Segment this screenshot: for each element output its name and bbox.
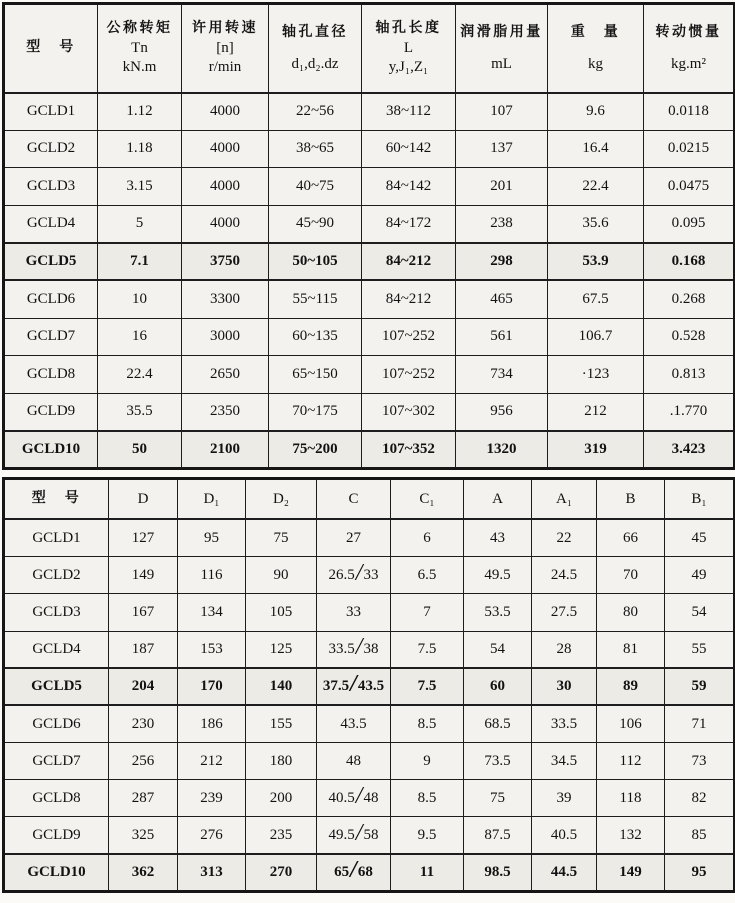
value-cell: 84~212 — [362, 280, 456, 318]
value-cell: 65~150 — [269, 356, 362, 394]
value-cell: 0.813 — [644, 356, 735, 394]
column-header — [391, 478, 464, 519]
value-cell: 3000 — [182, 318, 269, 356]
header-line: mL — [491, 55, 512, 72]
value-cell: 140 — [246, 668, 317, 705]
value-cell: 212 — [548, 393, 644, 431]
header-line: Tn — [131, 40, 148, 57]
value-cell: 39 — [532, 780, 597, 817]
header-line: 轴孔长度 — [375, 21, 442, 37]
value-cell: 137 — [456, 130, 548, 168]
header-line: 公称转矩 — [106, 21, 173, 37]
value-cell: 84~212 — [362, 243, 456, 281]
column-header — [178, 478, 246, 519]
value-cell: 75 — [464, 780, 532, 817]
header-row — [4, 478, 735, 519]
value-cell: 149 — [109, 557, 178, 594]
value-cell: 49.5/58 — [317, 817, 391, 854]
value-cell: 7.5 — [391, 668, 464, 705]
value-cell: 38~112 — [362, 93, 456, 131]
value-cell: 35.6 — [548, 205, 644, 243]
table-row — [4, 93, 735, 131]
value-cell: 155 — [246, 705, 317, 742]
model-cell: GCLD4 — [4, 205, 98, 243]
header-line: A₁ — [555, 490, 573, 507]
value-cell: 90 — [246, 557, 317, 594]
value-cell: 313 — [178, 854, 246, 891]
column-header — [532, 478, 597, 519]
model-cell: GCLD6 — [4, 280, 98, 318]
column-header — [548, 4, 644, 93]
header-line: A — [492, 490, 503, 507]
model-cell: GCLD7 — [4, 318, 98, 356]
fraction-slash: / — [355, 559, 363, 586]
value-cell: 16.4 — [548, 130, 644, 168]
model-cell: GCLD6 — [4, 705, 109, 742]
value-cell: 60~135 — [269, 318, 362, 356]
header-row — [4, 4, 735, 93]
value-cell: 7 — [391, 594, 464, 631]
value-cell: 256 — [109, 743, 178, 780]
value-cell: 89 — [597, 668, 665, 705]
header-line: kg — [588, 55, 603, 72]
value-cell: 22.4 — [98, 356, 182, 394]
fraction-slash: / — [355, 633, 363, 660]
value-cell: 40.5 — [532, 817, 597, 854]
value-cell: 2650 — [182, 356, 269, 394]
value-cell: 55 — [665, 631, 735, 668]
value-cell: 230 — [109, 705, 178, 742]
header-line: r/min — [208, 59, 242, 76]
value-cell: 43.5 — [317, 705, 391, 742]
performance-table — [2, 2, 735, 470]
value-cell: 22 — [532, 519, 597, 556]
table-row — [4, 356, 735, 394]
column-header — [4, 478, 109, 519]
header-line: kg.m² — [671, 55, 706, 72]
value-cell: 65/68 — [317, 854, 391, 891]
column-header — [246, 478, 317, 519]
column-header — [665, 478, 735, 519]
header-line: d₁,d₂.dz — [291, 55, 339, 72]
dimensions-table — [2, 477, 735, 893]
value-cell: 30 — [532, 668, 597, 705]
value-cell: 6 — [391, 519, 464, 556]
value-cell: 84~172 — [362, 205, 456, 243]
header-line: 转动惯量 — [655, 24, 722, 40]
value-cell: 186 — [178, 705, 246, 742]
value-cell: 84~142 — [362, 168, 456, 206]
column-header — [464, 478, 532, 519]
header-line: 型 号 — [31, 491, 82, 507]
value-cell: 5 — [98, 205, 182, 243]
value-cell: 561 — [456, 318, 548, 356]
column-header — [98, 4, 182, 93]
header-line: C₁ — [419, 490, 435, 507]
header-line: 许用转速 — [192, 21, 258, 37]
column-header — [317, 478, 391, 519]
fraction-slash: / — [355, 819, 363, 846]
column-header — [269, 4, 362, 93]
value-cell: 3300 — [182, 280, 269, 318]
table-row — [4, 243, 735, 281]
value-cell: 67.5 — [548, 280, 644, 318]
value-cell: 200 — [246, 780, 317, 817]
value-cell: 10 — [98, 280, 182, 318]
table-row — [4, 705, 735, 742]
value-cell: 40.5/48 — [317, 780, 391, 817]
value-cell: 95 — [665, 854, 735, 891]
value-cell: 1.12 — [98, 93, 182, 131]
value-cell: 71 — [665, 705, 735, 742]
model-cell: GCLD1 — [4, 519, 109, 556]
value-cell: 3750 — [182, 243, 269, 281]
value-cell: 107~302 — [362, 393, 456, 431]
value-cell: 7.5 — [391, 631, 464, 668]
value-cell: 11 — [391, 854, 464, 891]
table-row — [4, 280, 735, 318]
column-header — [456, 4, 548, 93]
value-cell: 37.5/43.5 — [317, 668, 391, 705]
value-cell: 4000 — [182, 205, 269, 243]
header-line: y,J₁,Z₁ — [388, 59, 429, 76]
value-cell: 4000 — [182, 130, 269, 168]
value-cell: 54 — [464, 631, 532, 668]
value-cell: 2350 — [182, 393, 269, 431]
model-cell: GCLD9 — [4, 393, 98, 431]
value-cell: 68.5 — [464, 705, 532, 742]
fraction-slash: / — [355, 782, 363, 809]
value-cell: 0.0118 — [644, 93, 735, 131]
table-row — [4, 668, 735, 705]
model-cell: GCLD4 — [4, 631, 109, 668]
value-cell: 27.5 — [532, 594, 597, 631]
value-cell: 3.423 — [644, 431, 735, 469]
value-cell: 59 — [665, 668, 735, 705]
value-cell: 0.268 — [644, 280, 735, 318]
model-cell: GCLD10 — [4, 854, 109, 891]
value-cell: 70~175 — [269, 393, 362, 431]
value-cell: 24.5 — [532, 557, 597, 594]
header-line: kN.m — [122, 59, 157, 76]
model-cell: GCLD10 — [4, 431, 98, 469]
value-cell: 45~90 — [269, 205, 362, 243]
value-cell: 298 — [456, 243, 548, 281]
value-cell: 95 — [178, 519, 246, 556]
value-cell: 239 — [178, 780, 246, 817]
value-cell: 107~252 — [362, 318, 456, 356]
value-cell: 127 — [109, 519, 178, 556]
model-cell: GCLD2 — [4, 130, 98, 168]
value-cell: 235 — [246, 817, 317, 854]
value-cell: 34.5 — [532, 743, 597, 780]
value-cell: 956 — [456, 393, 548, 431]
value-cell: 204 — [109, 668, 178, 705]
fraction-slash: / — [350, 671, 357, 698]
table-row — [4, 168, 735, 206]
header-line: [n] — [216, 40, 234, 57]
table-row — [4, 780, 735, 817]
value-cell: 40~75 — [269, 168, 362, 206]
value-cell: 105 — [246, 594, 317, 631]
table-row — [4, 854, 735, 891]
column-header — [597, 478, 665, 519]
value-cell: 53.5 — [464, 594, 532, 631]
value-cell: 98.5 — [464, 854, 532, 891]
value-cell: 55~115 — [269, 280, 362, 318]
table-row — [4, 431, 735, 469]
value-cell: 8.5 — [391, 780, 464, 817]
value-cell: 82 — [665, 780, 735, 817]
header-line: D₁ — [203, 490, 220, 507]
value-cell: 134 — [178, 594, 246, 631]
value-cell: 49.5 — [464, 557, 532, 594]
value-cell: 60 — [464, 668, 532, 705]
header-line: 重 量 — [570, 24, 621, 40]
table-row — [4, 205, 735, 243]
value-cell: 80 — [597, 594, 665, 631]
header-line — [644, 43, 733, 55]
header-line: 轴孔直径 — [282, 24, 348, 40]
value-cell: 107~352 — [362, 431, 456, 469]
value-cell: 75 — [246, 519, 317, 556]
table-row — [4, 519, 735, 556]
value-cell: 116 — [178, 557, 246, 594]
model-cell: GCLD3 — [4, 168, 98, 206]
value-cell: 22~56 — [269, 93, 362, 131]
fraction-slash: / — [350, 856, 357, 883]
value-cell: 0.095 — [644, 205, 735, 243]
table-row — [4, 817, 735, 854]
value-cell: 50~105 — [269, 243, 362, 281]
header-line — [269, 43, 361, 55]
value-cell: 28 — [532, 631, 597, 668]
table-row — [4, 743, 735, 780]
value-cell: 35.5 — [98, 393, 182, 431]
column-header — [4, 4, 98, 93]
value-cell: 319 — [548, 431, 644, 469]
header-line: B — [625, 490, 636, 507]
value-cell: 27 — [317, 519, 391, 556]
value-cell: 107~252 — [362, 356, 456, 394]
column-header — [362, 4, 456, 93]
value-cell: 0.0475 — [644, 168, 735, 206]
value-cell: 106.7 — [548, 318, 644, 356]
value-cell: 465 — [456, 280, 548, 318]
value-cell: 70 — [597, 557, 665, 594]
value-cell: 734 — [456, 356, 548, 394]
value-cell: 0.528 — [644, 318, 735, 356]
value-cell: 187 — [109, 631, 178, 668]
table-row — [4, 393, 735, 431]
value-cell: 16 — [98, 318, 182, 356]
table-row — [4, 130, 735, 168]
value-cell: 7.1 — [98, 243, 182, 281]
value-cell: 75~200 — [269, 431, 362, 469]
value-cell: 132 — [597, 817, 665, 854]
column-header — [644, 4, 735, 93]
value-cell: 50 — [98, 431, 182, 469]
value-cell: 9.5 — [391, 817, 464, 854]
value-cell: 60~142 — [362, 130, 456, 168]
header-line: 润滑脂用量 — [460, 24, 543, 40]
model-cell: GCLD8 — [4, 356, 98, 394]
value-cell: 149 — [597, 854, 665, 891]
model-cell: GCLD9 — [4, 817, 109, 854]
value-cell: 4000 — [182, 168, 269, 206]
value-cell: 180 — [246, 743, 317, 780]
column-header — [109, 478, 178, 519]
value-cell: 125 — [246, 631, 317, 668]
header-line: L — [403, 40, 414, 57]
value-cell: 43 — [464, 519, 532, 556]
value-cell: 54 — [665, 594, 735, 631]
header-line: B₁ — [691, 490, 707, 507]
header-line: C — [348, 490, 359, 507]
value-cell: 362 — [109, 854, 178, 891]
value-cell: 53.9 — [548, 243, 644, 281]
model-cell: GCLD3 — [4, 594, 109, 631]
value-cell: 33.5/38 — [317, 631, 391, 668]
value-cell: 106 — [597, 705, 665, 742]
value-cell: 4000 — [182, 93, 269, 131]
table-row — [4, 557, 735, 594]
value-cell: ·123 — [548, 356, 644, 394]
column-header — [182, 4, 269, 93]
value-cell: 45 — [665, 519, 735, 556]
value-cell: 48 — [317, 743, 391, 780]
value-cell: 44.5 — [532, 854, 597, 891]
value-cell: 87.5 — [464, 817, 532, 854]
value-cell: 118 — [597, 780, 665, 817]
value-cell: 212 — [178, 743, 246, 780]
value-cell: 9 — [391, 743, 464, 780]
value-cell: 85 — [665, 817, 735, 854]
table-row — [4, 318, 735, 356]
model-cell: GCLD8 — [4, 780, 109, 817]
model-cell: GCLD7 — [4, 743, 109, 780]
value-cell: 287 — [109, 780, 178, 817]
header-line — [548, 43, 643, 55]
value-cell: 3.15 — [98, 168, 182, 206]
model-cell: GCLD1 — [4, 93, 98, 131]
value-cell: 81 — [597, 631, 665, 668]
header-line: 型 号 — [26, 40, 76, 56]
value-cell: 112 — [597, 743, 665, 780]
value-cell: 6.5 — [391, 557, 464, 594]
value-cell: 0.168 — [644, 243, 735, 281]
value-cell: 22.4 — [548, 168, 644, 206]
value-cell: 33 — [317, 594, 391, 631]
value-cell: 1320 — [456, 431, 548, 469]
header-line: D₂ — [272, 490, 290, 507]
value-cell: .1.770 — [644, 393, 735, 431]
value-cell: 26.5/33 — [317, 557, 391, 594]
value-cell: 73.5 — [464, 743, 532, 780]
value-cell: 0.0215 — [644, 130, 735, 168]
table-row — [4, 631, 735, 668]
value-cell: 325 — [109, 817, 178, 854]
header-line: D — [137, 490, 149, 507]
value-cell: 276 — [178, 817, 246, 854]
value-cell: 73 — [665, 743, 735, 780]
model-cell: GCLD5 — [4, 243, 98, 281]
value-cell: 66 — [597, 519, 665, 556]
table-row — [4, 594, 735, 631]
value-cell: 2100 — [182, 431, 269, 469]
value-cell: 107 — [456, 93, 548, 131]
value-cell: 38~65 — [269, 130, 362, 168]
value-cell: 270 — [246, 854, 317, 891]
value-cell: 1.18 — [98, 130, 182, 168]
header-line — [456, 43, 547, 55]
value-cell: 33.5 — [532, 705, 597, 742]
value-cell: 170 — [178, 668, 246, 705]
model-cell: GCLD5 — [4, 668, 109, 705]
value-cell: 167 — [109, 594, 178, 631]
value-cell: 8.5 — [391, 705, 464, 742]
value-cell: 153 — [178, 631, 246, 668]
value-cell: 49 — [665, 557, 735, 594]
value-cell: 238 — [456, 205, 548, 243]
value-cell: 201 — [456, 168, 548, 206]
value-cell: 9.6 — [548, 93, 644, 131]
model-cell: GCLD2 — [4, 557, 109, 594]
